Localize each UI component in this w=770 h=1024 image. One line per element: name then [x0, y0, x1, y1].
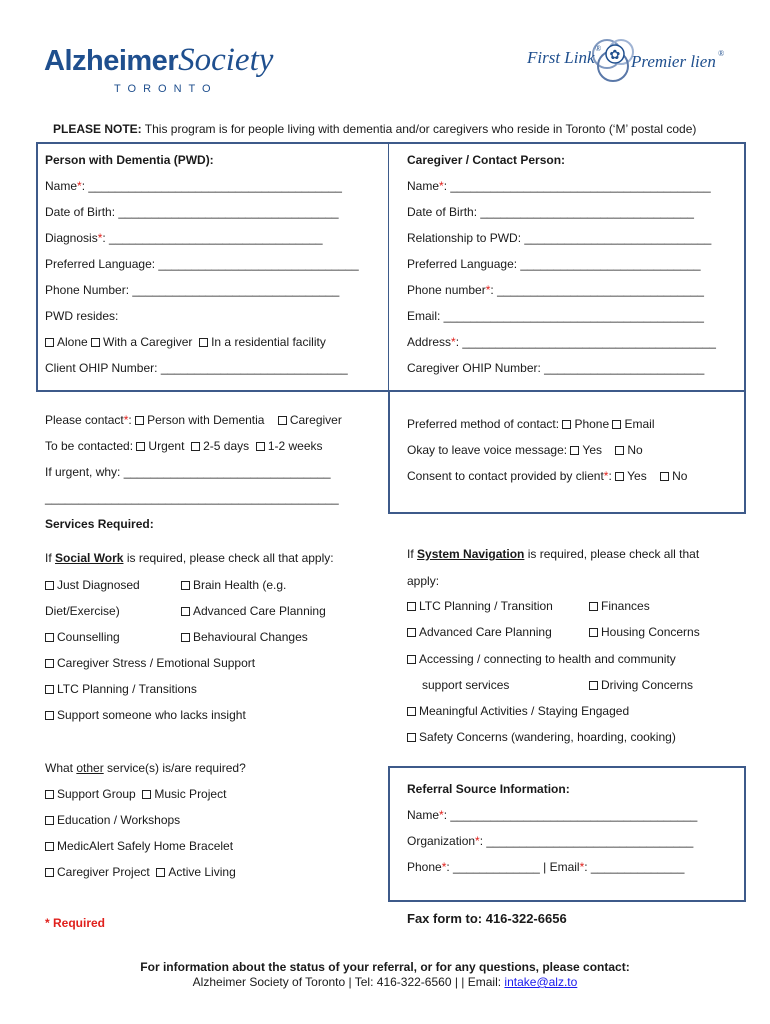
sn-advanced-care-checkbox: [407, 628, 416, 637]
sn-accessing-cont: support services: [422, 678, 510, 692]
sn-driving[interactable]: Driving Concerns: [589, 677, 693, 693]
sn-safety[interactable]: Safety Concerns (wandering, hoarding, cooking): [407, 729, 676, 745]
referral-phone-email-field[interactable]: Phone*: _____________ | Email*: ______________: [407, 860, 685, 874]
please-contact-row: Please contact*: Person with Dementia Caregiver: [45, 413, 342, 427]
caregiver-heading: Caregiver / Contact Person:: [407, 153, 566, 167]
cg-ohip-field[interactable]: Caregiver OHIP Number: ________________________: [407, 361, 705, 375]
fax-note: Fax form to: 416-322-6656: [407, 911, 567, 926]
alone-checkbox[interactable]: [45, 338, 54, 347]
active-living-checkbox[interactable]: [156, 868, 165, 877]
brain-health-checkbox: [181, 581, 190, 590]
urgent-checkbox[interactable]: [136, 442, 145, 451]
logo-alzheimer-text: Alzheimer: [44, 45, 179, 77]
system-nav-apply: apply:: [407, 574, 440, 588]
sw-advanced-care[interactable]: Advanced Care Planning: [181, 603, 326, 619]
sn-housing[interactable]: Housing Concerns: [589, 624, 700, 640]
driving-checkbox: [589, 681, 598, 690]
system-nav-prompt: If System Navigation is required, please check all that: [407, 547, 700, 561]
pwd-diagnosis-field[interactable]: Diagnosis*: ________________________________: [45, 231, 323, 245]
stress-checkbox: [45, 659, 54, 668]
sw-advanced-care-checkbox: [181, 607, 190, 616]
logo-toronto-text: TORONTO: [114, 83, 218, 95]
if-urgent-extra-line[interactable]: ____________________________________________: [45, 491, 339, 505]
one-two-weeks-checkbox[interactable]: [256, 442, 265, 451]
contact-caregiver-checkbox[interactable]: [278, 416, 287, 425]
pwd-ohip-field[interactable]: Client OHIP Number: ____________________________: [45, 361, 348, 375]
education-checkbox: [45, 816, 54, 825]
intake-email-link[interactable]: intake@alz.to: [504, 975, 578, 989]
svg-text:✿: ✿: [609, 48, 621, 63]
sw-ltc[interactable]: LTC Planning / Transitions: [45, 681, 197, 697]
pwd-dob-field[interactable]: Date of Birth: _________________________________: [45, 205, 339, 219]
safety-checkbox: [407, 733, 416, 742]
behavioural-checkbox: [181, 633, 190, 642]
cg-address-field[interactable]: Address*: ______________________________________: [407, 335, 716, 349]
sn-finances[interactable]: Finances: [589, 598, 650, 614]
support-insight-checkbox: [45, 711, 54, 720]
logo-society-text: Society: [178, 42, 274, 78]
pwd-heading: Person with Dementia (PWD):: [45, 153, 214, 167]
referral-heading: Referral Source Information:: [407, 782, 570, 796]
cg-phone-field[interactable]: Phone number*: _______________________________: [407, 283, 704, 297]
other-medicalert[interactable]: MedicAlert Safely Home Bracelet: [45, 838, 233, 854]
voice-row: Okay to leave voice message: Yes No: [407, 443, 643, 457]
sw-behavioural[interactable]: Behavioural Changes: [181, 629, 308, 645]
first-link-text: First Link: [527, 48, 595, 67]
sw-support-insight[interactable]: Support someone who lacks insight: [45, 707, 246, 723]
just-diagnosed-checkbox: [45, 581, 54, 590]
sn-advanced-care[interactable]: Advanced Care Planning: [407, 624, 552, 640]
accessing-checkbox: [407, 655, 416, 664]
other-group-music-row: Support Group Music Project: [45, 786, 226, 802]
housing-checkbox: [589, 628, 598, 637]
to-be-contacted-row: To be contacted: Urgent 2-5 days 1-2 weeks: [45, 439, 323, 453]
sn-ltc-checkbox: [407, 602, 416, 611]
pwd-resides-label: PWD resides:: [45, 309, 119, 323]
sn-ltc[interactable]: LTC Planning / Transition: [407, 598, 553, 614]
method-email-checkbox[interactable]: [612, 420, 621, 429]
premier-lien-text: Premier lien: [631, 52, 716, 71]
consent-row: Consent to contact provided by client*: Yes No: [407, 469, 688, 483]
social-work-prompt: If Social Work is required, please check all that apply:: [45, 551, 334, 565]
sw-stress[interactable]: Caregiver Stress / Emotional Support: [45, 655, 255, 671]
voice-yes-checkbox[interactable]: [570, 446, 579, 455]
medicalert-checkbox: [45, 842, 54, 851]
cg-name-field[interactable]: Name*: _______________________________________: [407, 179, 711, 193]
consent-no-checkbox[interactable]: [660, 472, 669, 481]
sn-meaningful[interactable]: Meaningful Activities / Staying Engaged: [407, 703, 629, 719]
please-note: PLEASE NOTE: This program is for people living with dementia and/or caregivers who reside in Toronto (‘M’ postal code): [53, 122, 697, 136]
services-heading: Services Required:: [45, 517, 154, 531]
residential-facility-checkbox[interactable]: [199, 338, 208, 347]
other-education[interactable]: Education / Workshops: [45, 812, 180, 828]
pwd-resides-options: Alone With a Caregiver In a residential facility: [45, 334, 326, 350]
contact-pwd-checkbox[interactable]: [135, 416, 144, 425]
cg-language-field[interactable]: Preferred Language: ___________________________: [407, 257, 701, 271]
method-row: Preferred method of contact: Phone Email: [407, 417, 655, 431]
sn-accessing[interactable]: Accessing / connecting to health and community: [407, 651, 676, 667]
consent-yes-checkbox[interactable]: [615, 472, 624, 481]
support-group-checkbox[interactable]: [45, 790, 54, 799]
voice-no-checkbox[interactable]: [615, 446, 624, 455]
music-project-checkbox[interactable]: [142, 790, 151, 799]
sw-diet: Diet/Exercise): [45, 604, 120, 618]
caregiver-project-checkbox[interactable]: [45, 868, 54, 877]
cg-relationship-field[interactable]: Relationship to PWD: ____________________________: [407, 231, 712, 245]
first-link-logo: ✿ First Link ® Premier lien ®: [527, 40, 727, 100]
alzheimer-society-logo: [44, 42, 273, 95]
other-services-prompt: What other service(s) is/are required?: [45, 761, 246, 775]
finances-checkbox: [589, 602, 598, 611]
meaningful-checkbox: [407, 707, 416, 716]
required-note: * Required: [45, 916, 106, 930]
method-phone-checkbox[interactable]: [562, 420, 571, 429]
sw-just-diagnosed[interactable]: Just Diagnosed: [45, 577, 140, 593]
sw-brain-health[interactable]: Brain Health (e.g.: [181, 577, 286, 593]
cg-email-field[interactable]: Email: _______________________________________: [407, 309, 704, 323]
footer-line1: For information about the status of your referral, or for any questions, please contact:: [140, 960, 630, 974]
two-five-days-checkbox[interactable]: [191, 442, 200, 451]
referral-name-field[interactable]: Name*: _____________________________________: [407, 808, 698, 822]
cg-dob-field[interactable]: Date of Birth: ________________________________: [407, 205, 694, 219]
sw-counselling[interactable]: Counselling: [45, 629, 120, 645]
with-caregiver-checkbox[interactable]: [91, 338, 100, 347]
footer-line2: Alzheimer Society of Toronto | Tel: 416-322-6560 | | Email: intake@alz.to: [192, 975, 578, 989]
counselling-checkbox: [45, 633, 54, 642]
pwd-name-field[interactable]: Name*: ______________________________________: [45, 179, 342, 193]
other-cgp-active-row: Caregiver Project Active Living: [45, 864, 236, 880]
pwd-phone-field[interactable]: Phone Number: _______________________________: [45, 283, 340, 297]
pwd-language-field[interactable]: Preferred Language: ______________________________: [45, 257, 359, 271]
referral-org-field[interactable]: Organization*: _______________________________: [407, 834, 694, 848]
sw-ltc-checkbox: [45, 685, 54, 694]
if-urgent-field[interactable]: If urgent, why: _______________________________: [45, 465, 331, 479]
